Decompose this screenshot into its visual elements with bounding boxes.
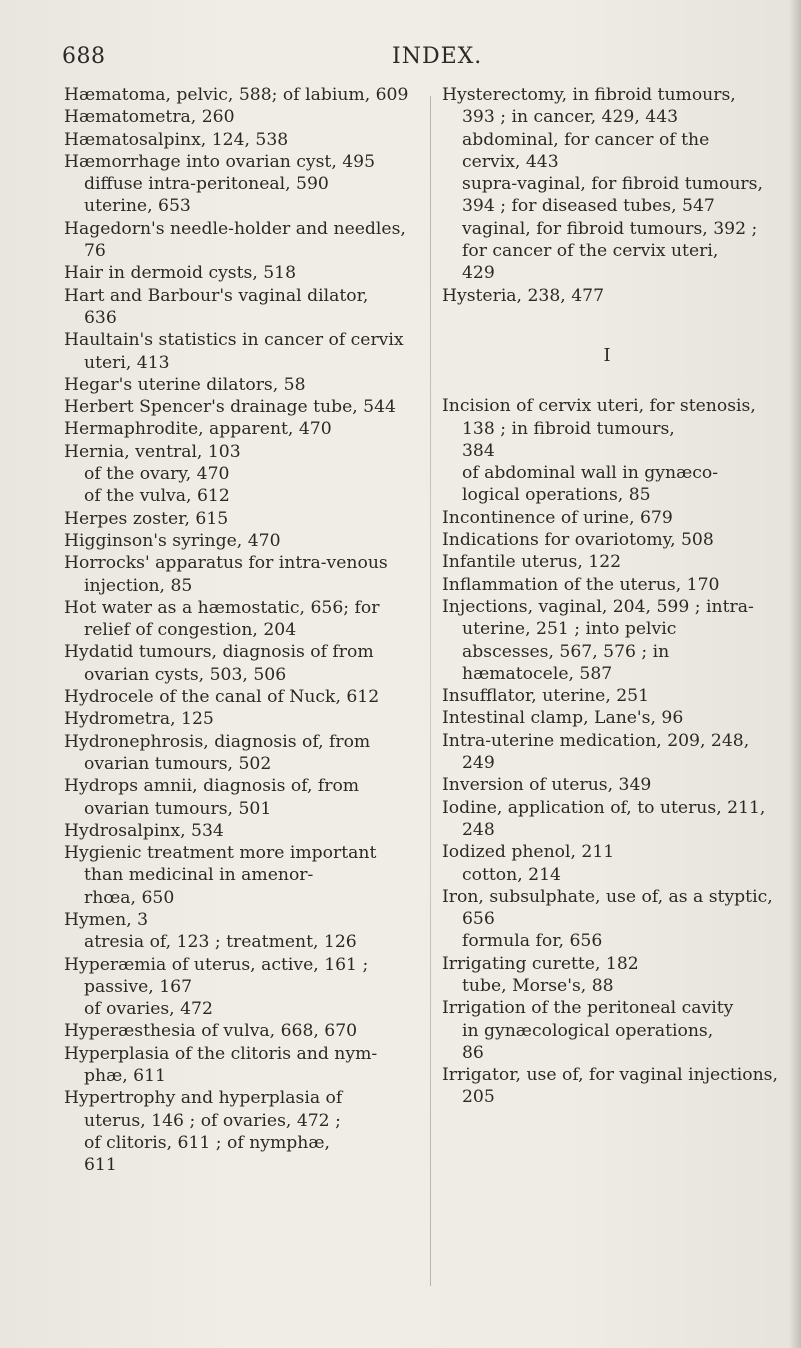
index-subentry: 394 ; for diseased tubes, 547 (462, 196, 715, 217)
index-entry: Hydronephrosis, diagnosis of, from (64, 731, 371, 752)
index-entry: Insufflator, uterine, 251 (442, 686, 650, 707)
index-entry: Hegar's uterine dilators, 58 (64, 374, 306, 395)
index-entry: Irrigating curette, 182 (442, 953, 639, 974)
index-entry: Hyperplasia of the clitoris and nym- (64, 1043, 378, 1064)
index-entry: Incontinence of urine, 679 (442, 507, 673, 528)
index-entry: Incision of cervix uteri, for stenosis, (442, 396, 756, 417)
index-entry: Iodine, application of, to uterus, 211, (442, 797, 766, 818)
page-number: 688 (62, 44, 106, 69)
index-subentry: injection, 85 (84, 575, 193, 596)
index-subentry: cervix, 443 (462, 151, 559, 172)
index-subentry: cotton, 214 (462, 864, 561, 885)
index-entry: Hydrocele of the canal of Nuck, 612 (64, 687, 380, 708)
index-section-i (442, 395, 778, 1109)
index-entry: Hydatid tumours, diagnosis of from (64, 642, 374, 663)
index-entry: Hæmatosalpinx, 124, 538 (64, 129, 289, 150)
index-subentry: abscesses, 567, 576 ; in (462, 641, 670, 662)
index-entry: Hagedorn's needle-holder and needles, (64, 218, 406, 239)
index-subentry: of clitoris, 611 ; of nymphæ, (84, 1132, 330, 1153)
index-subentry: passive, 167 (84, 976, 193, 997)
index-subentry: logical operations, 85 (462, 485, 651, 506)
index-entry: Hymen, 3 (64, 909, 149, 930)
index-subentry: 205 (462, 1087, 495, 1108)
index-entry: Hæmatoma, pelvic, 588; of labium, 609 (64, 85, 409, 105)
page-header (62, 44, 762, 74)
index-entry: Hysteria, 238, 477 (442, 285, 605, 306)
index-entry: Higginson's syringe, 470 (64, 530, 281, 551)
index-entry: Hair in dermoid cysts, 518 (64, 263, 297, 284)
index-subentry: of the ovary, 470 (84, 464, 230, 485)
index-entry: Hyperæmia of uterus, active, 161 ; (64, 954, 369, 975)
index-subentry: 636 (84, 307, 117, 328)
index-subentry: uteri, 413 (84, 352, 170, 373)
index-entry: Hernia, ventral, 103 (64, 441, 241, 462)
column-divider (430, 96, 431, 1286)
index-subentry: 429 (462, 263, 495, 284)
index-subentry: tube, Morse's, 88 (462, 975, 614, 996)
index-subentry: of the vulva, 612 (84, 486, 230, 507)
index-entry: Iodized phenol, 211 (442, 842, 615, 863)
index-entry: Herbert Spencer's drainage tube, 544 (64, 397, 396, 418)
index-entry: Haultain's statistics in cancer of cervix (64, 330, 404, 351)
index-subentry: 384 (462, 440, 495, 461)
index-subentry: ovarian cysts, 503, 506 (84, 664, 287, 685)
index-column-left (64, 84, 426, 1177)
index-subentry: 249 (462, 753, 495, 774)
index-entry: Hyperæsthesia of vulva, 668, 670 (64, 1021, 358, 1042)
index-entry: Hygienic treatment more important (64, 843, 377, 864)
index-entry: Hot water as a hæmostatic, 656; for (64, 597, 380, 618)
index-entry: Irrigation of the peritoneal cavity (442, 998, 734, 1019)
index-subentry: for cancer of the cervix uteri, (462, 241, 719, 262)
index-column-right (442, 84, 778, 1109)
index-subentry: hæmatocele, 587 (462, 663, 613, 684)
index-subentry: 138 ; in fibroid tumours, (462, 418, 675, 439)
index-entry: Hydrops amnii, diagnosis of, from (64, 776, 360, 797)
index-subentry: uterus, 146 ; of ovaries, 472 ; (84, 1110, 341, 1131)
index-subentry: in gynæcological operations, (462, 1020, 714, 1041)
index-subentry: 656 (462, 909, 495, 930)
index-entry: Hæmatometra, 260 (64, 107, 235, 128)
index-subentry: phæ, 611 (84, 1066, 166, 1087)
index-subentry: abdominal, for cancer of the (462, 129, 710, 150)
index-entry: Irrigator, use of, for vaginal injections, (442, 1065, 778, 1086)
index-entry: Inflammation of the uterus, 170 (442, 574, 720, 595)
index-entry: Herpes zoster, 615 (64, 508, 229, 529)
index-subentry: formula for, 656 (462, 931, 603, 952)
index-entry: Hermaphrodite, apparent, 470 (64, 419, 332, 440)
section-letter-heading: I (603, 344, 611, 366)
index-entry: Injections, vaginal, 204, 599 ; intra- (442, 596, 754, 617)
index-section-h-continued (442, 84, 772, 307)
index-subentry: ovarian tumours, 502 (84, 753, 272, 774)
index-entry: Hydrometra, 125 (64, 709, 214, 730)
index-subentry: 76 (84, 241, 106, 262)
index-entry: Hydrosalpinx, 534 (64, 820, 224, 841)
index-subentry: relief of congestion, 204 (84, 620, 297, 641)
index-subentry: than medicinal in amenor- (84, 865, 314, 886)
index-entry: Hart and Barbour's vaginal dilator, (64, 285, 369, 306)
index-subentry: 611 (84, 1155, 117, 1176)
index-entry: Iron, subsulphate, use of, as a styptic, (442, 886, 773, 907)
index-entry: Indications for ovariotomy, 508 (442, 530, 714, 551)
index-entry: Intra-uterine medication, 209, 248, (442, 730, 750, 751)
index-subentry: 86 (462, 1042, 484, 1063)
index-subentry: atresia of, 123 ; treatment, 126 (84, 932, 357, 953)
index-subentry: diffuse intra-peritoneal, 590 (84, 174, 329, 195)
index-entry: Intestinal clamp, Lane's, 96 (442, 708, 684, 729)
index-entry: Inversion of uterus, 349 (442, 775, 652, 796)
index-subentry: vaginal, for fibroid tumours, 392 ; (462, 218, 758, 239)
index-entry: Infantile uterus, 122 (442, 552, 622, 573)
page-edge-shadow (789, 0, 801, 1348)
index-entry: Hæmorrhage into ovarian cyst, 495 (64, 151, 376, 172)
index-subentry: 393 ; in cancer, 429, 443 (462, 107, 679, 128)
index-entry: Horrocks' apparatus for intra-venous (64, 553, 388, 574)
index-subentry: uterine, 653 (84, 196, 191, 217)
page-title: INDEX. (392, 44, 483, 69)
index-entry: Hypertrophy and hyperplasia of (64, 1088, 343, 1109)
index-subentry: uterine, 251 ; into pelvic (462, 619, 677, 640)
index-subentry: rhœa, 650 (84, 887, 175, 908)
index-entry: Hysterectomy, in fibroid tumours, (442, 85, 736, 105)
index-subentry: supra-vaginal, for fibroid tumours, (462, 174, 763, 195)
index-subentry: 248 (462, 819, 495, 840)
index-subentry: of ovaries, 472 (84, 999, 213, 1020)
index-subentry: of abdominal wall in gynæco- (462, 463, 719, 484)
index-subentry: ovarian tumours, 501 (84, 798, 272, 819)
